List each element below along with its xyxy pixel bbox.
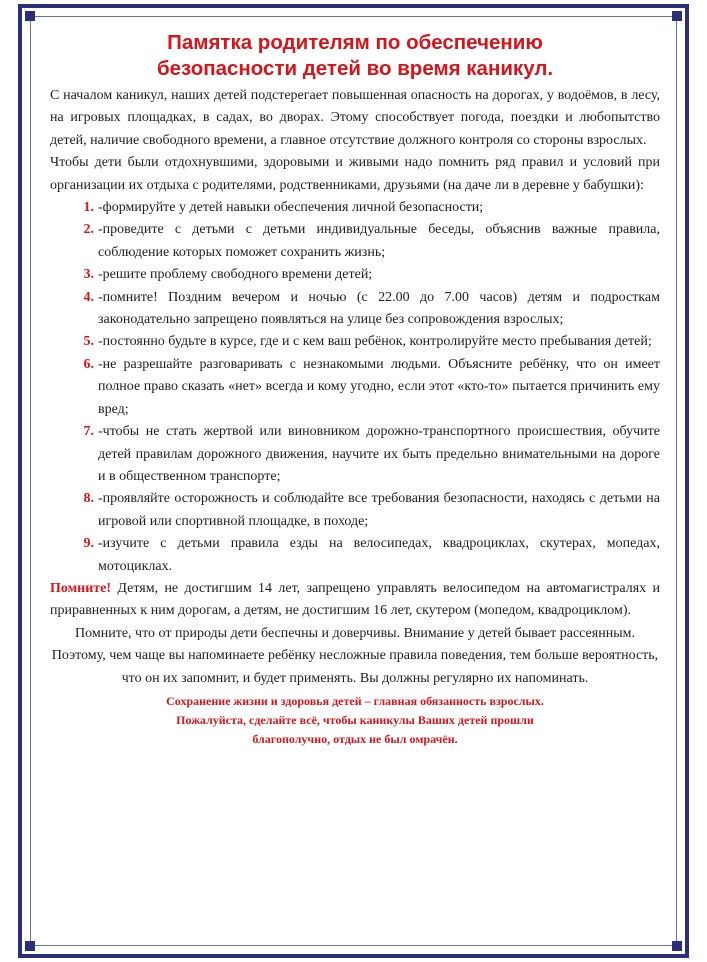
list-item-number: 1. <box>83 200 94 216</box>
corner-ornament <box>672 941 682 951</box>
rules-intro-paragraph: Чтобы дети были отдохнувшими, здоровыми и живыми надо помнить ряд правил и условий при организации их отдыха с родителями, родственниками, друзьями (на даче ли в деревне у бабушки): <box>50 155 660 193</box>
title-line-1: Памятка родителям по обеспечению <box>167 31 543 54</box>
list-item-text: -постоянно будьте в курсе, где и с кем ваш ребёнок, контролируйте место пребывания детей; <box>98 334 652 350</box>
list-item-text: -не разрешайте разговаривать с незнакомыми людьми. Объясните ребёнку, что он имеет полное право сказать «нет» всегда и кому угодно, если этот «кто-то» пытается причинить ему вред; <box>98 356 660 417</box>
list-item-number: 8. <box>83 491 94 507</box>
footer-line-3: благополучно, отдых не был омрачён. <box>252 731 458 746</box>
list-item <box>50 264 660 286</box>
list-item-text: -формируйте у детей навыки обеспечения личной безопасности; <box>98 200 484 216</box>
remember-label: Помните! <box>50 580 112 596</box>
remember-paragraph <box>50 578 660 623</box>
footer-line-2: Пожалуйста, сделайте всё, чтобы каникулы Ваших детей прошли <box>176 712 534 727</box>
list-item-text: -изучите с детьми правила езды на велосипедах, квадроциклах, скутерах, мопедах, мотоциклах. <box>98 536 660 574</box>
list-item <box>50 219 660 264</box>
remember-text: Детям, не достигшим 14 лет, запрещено управлять велосипедом на автомагистралях и приравненных к ним дорогам, а детям, не достигшим 16 лет, скутером (мопедом, квадроциклом). <box>50 580 660 619</box>
footer-note <box>50 692 660 749</box>
list-item-text: -помните! Поздним вечером и ночью (с 22.00 до 7.00 часов) детям и подросткам законодательно запрещено появляться на улице без сопровождения взрослых; <box>98 289 660 328</box>
closing-paragraph: Помните, что от природы дети беспечны и доверчивы. Внимание у детей бывает рассеянным. Поэтому, чем чаще вы напоминаете ребёнку несложные правила поведения, тем больше вероятность, что он их запомнит, и будет применять. Вы должны регулярно их напоминать. <box>51 625 659 686</box>
corner-ornament <box>672 11 682 21</box>
footer-line-1: Сохранение жизни и здоровья детей – главная обязанность взрослых. <box>166 693 544 708</box>
list-item-number: 4. <box>83 289 94 305</box>
list-item-text: -проведите с детьми с детьми индивидуальные беседы, объяснив важные правила, соблюдение которых поможет сохранить жизнь; <box>98 222 660 260</box>
list-item <box>50 421 660 488</box>
page-title <box>50 30 660 82</box>
title-line-2: безопасности детей во время каникул. <box>156 57 554 80</box>
memo-content <box>50 30 660 749</box>
list-item <box>50 354 660 421</box>
list-item <box>50 287 660 332</box>
list-item-number: 7. <box>83 424 94 440</box>
list-item-text: -чтобы не стать жертвой или виновником дорожно-транспортного происшествия, обучите детей правилам дорожного движения, научите их быть предельно внимательными на дороге и в общественном транспорте; <box>98 424 660 484</box>
intro-paragraph: С началом каникул, наших детей подстерегает повышенная опасность на дорогах, у водоёмов, в лесу, на игровых площадках, в садах, во дворах. Этому способствует погода, поездки и любопытство детей, наличие свободного времени, а главное отсутствие должного контроля со стороны взрослых. <box>50 88 660 148</box>
list-item <box>50 488 660 533</box>
list-item-text: -решите проблему свободного времени детей; <box>98 267 373 283</box>
list-item-number: 5. <box>83 334 94 350</box>
list-item-number: 2. <box>83 222 94 238</box>
list-item-number: 9. <box>83 536 94 552</box>
corner-ornament <box>25 941 35 951</box>
list-item <box>50 331 660 353</box>
corner-ornament <box>25 11 35 21</box>
list-item-text: -проявляйте осторожность и соблюдайте все требования безопасности, находясь с детьми на игровой или спортивной площадке, в походе; <box>98 491 660 529</box>
list-item <box>50 533 660 578</box>
rules-list <box>50 197 660 578</box>
list-item <box>50 197 660 219</box>
list-item-number: 6. <box>83 356 94 372</box>
list-item-number: 3. <box>83 267 94 283</box>
